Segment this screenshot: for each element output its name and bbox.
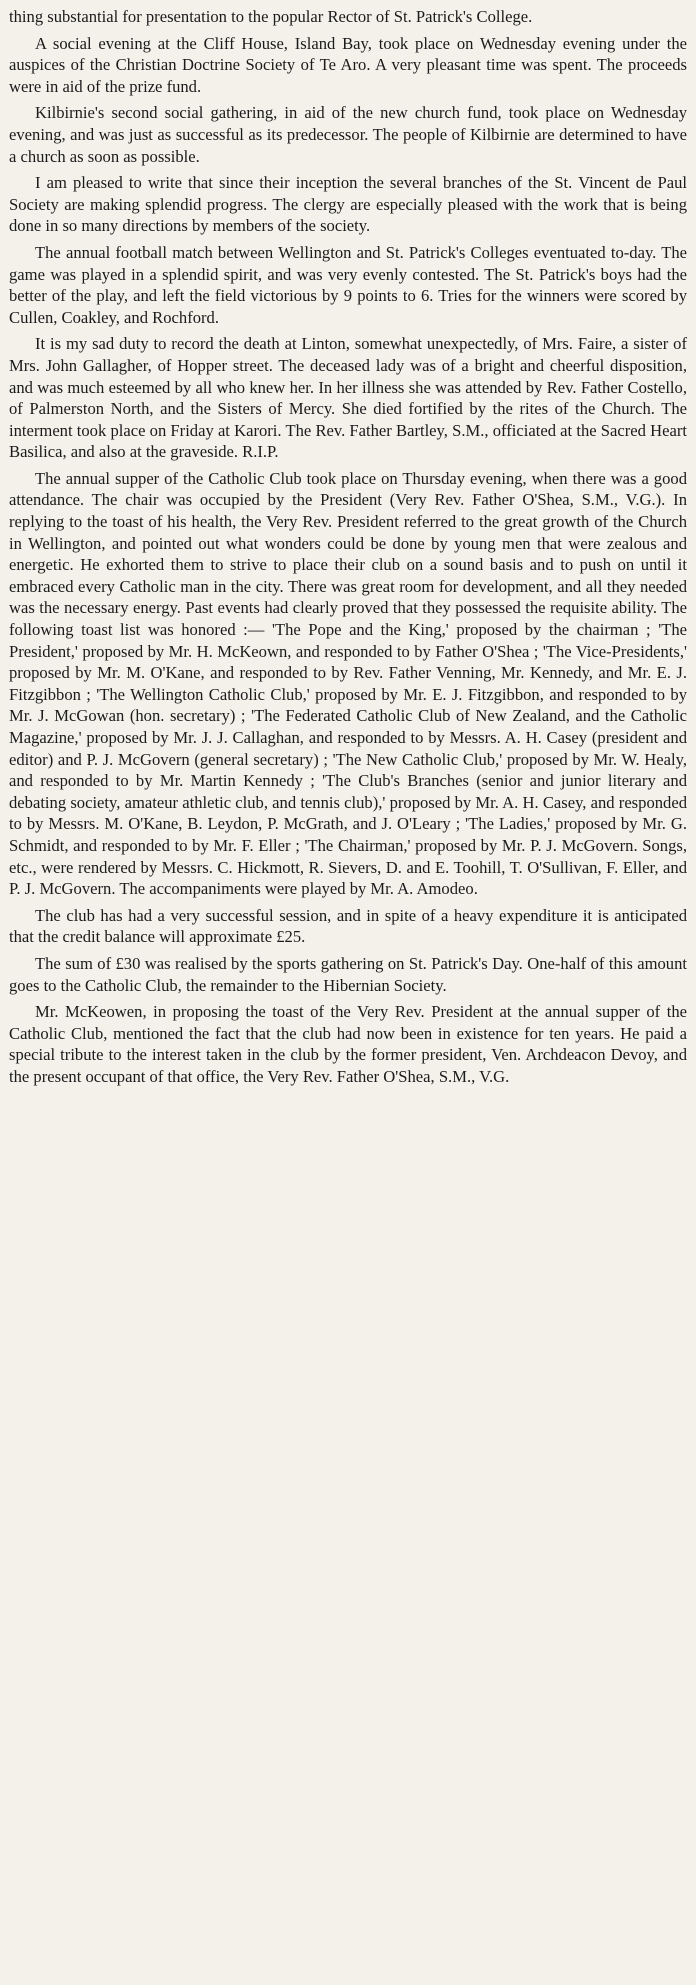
- paragraph-club-session: The club has had a very successful session, and in spite of a heavy expenditure it is anticipated that the credit balance will approximate £25.: [9, 905, 687, 947]
- paragraph-mckeowen-toast: Mr. McKeowen, in proposing the toast of the Very Rev. President at the annual supper of the Catholic Club, mentioned the fact that the club had now been in existence for ten years. He paid a special tribute to the interest taken in the club by the former president, Ven. Archdeacon Devoy, and the present occupant of that office, the Very Rev. Father O'Shea, S.M., V.G.: [9, 1002, 687, 1086]
- paragraph-st-vincent-de-paul: I am pleased to write that since their inception the several branches of the St. Vincent de Paul Society are making splendid progress. The clergy are especially pleased with the work that is being done in so many directions by members of the society.: [9, 173, 687, 236]
- paragraph-catholic-club-supper: The annual supper of the Catholic Club took place on Thursday evening, when there was a good attendance. The chair was occupied by the President (Very Rev. Father O'Shea, S.M., V.G.). In replying to the toast of his health, the Very Rev. President referred to the great growth of the Church in Wellington, and pointed out what wonders could be done by young men that were zealous and energetic. He exhorted them to strive to place their club on a sound basis and to push on until it embraced every Catholic man in the city. There was great room for development, and all they needed was the necessary energy. Past events had clearly proved that they possessed the requisite ability. The following toast list was honored :— 'The Pope and the King,' proposed by the chairman ; 'The President,' proposed by Mr. H. McKeown, and responded to by Father O'Shea ; 'The Vice-Presidents,' proposed by Mr. M. O'Kane, and responded to by Rev. Father Venning, Mr. Kennedy, and Mr. E. J. Fitzgibbon ; 'The Wellington Catholic Club,' proposed by Mr. E. J. Fitzgibbon, and responded to by Mr. J. McGowan (hon. secretary) ; 'The Federated Catholic Club of New Zealand, and the Catholic Magazine,' proposed by Mr. J. J. Callaghan, and responded to by Messrs. A. H. Casey (president and editor) and P. J. McGovern (general secretary) ; 'The New Catholic Club,' proposed by Mr. W. Healy, and responded to by Mr. Martin Kennedy ; 'The Club's Branches (senior and junior literary and debating society, amateur athletic club, and tennis club),' proposed by Mr. A. H. Casey, and responded to by Messrs. M. O'Kane, B. Leydon, P. McGrath, and J. O'Leary ; 'The Ladies,' proposed by Mr. G. Schmidt, and responded to by Mr. F. Eller ; 'The Chairman,' proposed by Mr. P. J. McGovern. Songs, etc., were rendered by Messrs. C. Hickmott, R. Sievers, D. and E. Toohill, T. O'Sullivan, F. Eller, and P. J. McGovern. The accompaniments were played by Mr. A. Amodeo.: [9, 468, 687, 899]
- paragraph-football-match: The annual football match between Wellington and St. Patrick's Colleges eventuated to-day. The game was played in a splendid spirit, and was very evenly contested. The St. Patrick's boys had the better of the play, and left the field victorious by 9 points to 6. Tries for the winners were scored by Cullen, Coakley, and Rochford.: [9, 242, 687, 327]
- paragraph-kilbirnie-social: Kilbirnie's second social gathering, in aid of the new church fund, took place on Wednesday evening, and was just as successful as its predecessor. The people of Kilbirnie are determined to have a church as soon as possible.: [9, 103, 687, 166]
- paragraph-obituary-mrs-faire: It is my sad duty to record the death at Linton, somewhat unexpectedly, of Mrs. Faire, a sister of Mrs. John Gallagher, of Hopper street. The deceased lady was of a bright and cheerful disposition, and was much esteemed by all who knew her. In her illness she was attended by Rev. Father Costello, of Palmerston North, and the Sisters of Mercy. She died fortified by the rites of the Church. The interment took place on Friday at Karori. The Rev. Father Bartley, S.M., officiated at the Sacred Heart Basilica, and also at the graveside. R.I.P.: [9, 334, 687, 462]
- paragraph-cliff-house-social: A social evening at the Cliff House, Island Bay, took place on Wednesday evening under the auspices of the Christian Doctrine Society of Te Aro. A very pleasant time was spent. The proceeds were in aid of the prize fund.: [9, 33, 687, 96]
- paragraph-sports-gathering: The sum of £30 was realised by the sports gathering on St. Patrick's Day. One-half of this amount goes to the Catholic Club, the remainder to the Hibernian Society.: [9, 953, 687, 995]
- paragraph-rector-presentation: thing substantial for presentation to the popular Rector of St. Patrick's College.: [9, 7, 533, 26]
